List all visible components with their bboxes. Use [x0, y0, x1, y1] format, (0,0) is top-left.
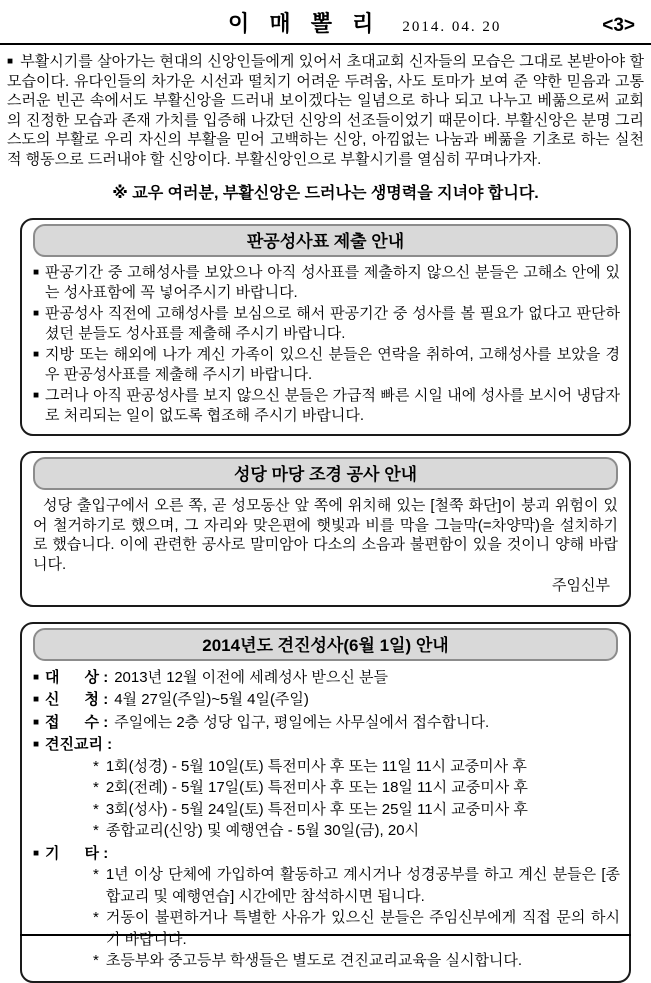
square-bullet-icon: ■ [7, 56, 14, 67]
sub-list-item [31, 756, 620, 778]
info-row-catechesis [31, 734, 620, 756]
sub-list-item-text: 1년 이상 단체에 가입하여 활동하고 계시거나 성경공부를 하고 계신 분들은 [종합교리 및 예행연습] 시간에만 참석하시면 됩니다. [105, 866, 620, 905]
info-row-value: 2013년 12월 이전에 세례성사 받으신 분들 [114, 668, 388, 686]
sub-list-item-text: 2회(전례) - 5월 17일(토) 특전미사 후 또는 18일 11시 교중미사 후 [105, 779, 528, 796]
asterisk-icon: * [93, 866, 99, 883]
list-item-text: 지방 또는 해외에 나가 계신 가족이 있으신 분들은 연락을 취하여, 고해성사를 보았을 경우 판공성사표를 제출해 주시기 바랍니다. [45, 346, 620, 383]
asterisk-icon: * [93, 800, 99, 818]
list-item-text: 판공기간 중 고해성사를 보았으나 아직 성사표를 제출하지 않으신 분들은 고해소 안에 있는 성사표함에 꼭 넣어주시기 바랍니다. [45, 264, 620, 301]
info-row-value: 주일에는 2층 성당 입구, 평일에는 사무실에서 접수합니다. [114, 713, 490, 731]
info-row-value: 4월 27일(주일)~5월 4일(주일) [114, 691, 309, 708]
square-bullet-icon: ■ [33, 671, 40, 683]
info-row-label: 기 타 : [45, 844, 109, 862]
issue-date: 2014. 04. 20 [402, 19, 502, 35]
signature: 주임신부 [552, 577, 610, 594]
sub-list-item [31, 799, 620, 821]
sub-list-item-text: 1회(성경) - 5월 10일(토) 특전미사 후 또는 11일 11시 교중미사 후 [105, 757, 527, 775]
square-bullet-icon: ■ [33, 694, 40, 705]
confirmation-box-title: 2014년도 견진성사(6월 1일) 안내 [33, 628, 618, 661]
notice-box-confession-card [20, 218, 631, 436]
page-header [0, 0, 651, 45]
asterisk-icon: * [93, 757, 99, 775]
info-row-application [31, 689, 620, 711]
intro-text: 부활시기를 살아가는 현대의 신앙인들에게 있어서 초대교회 신자들의 모습은 그대로 본받아야 할 모습이다. 유다인들의 차가운 시선과 떨치기 어려운 두려움, 사도 토마가 보여 준 약한 믿음과 고통스러운 빈곤 속에서도 부활신앙을 드러내 보이겠다는 일념으로 하나 되고 나누고 베풂으로써 교회의 진정한 모습과 존재 가치를 입증해 나갔던 신앙의 선조들이었기 때문이다. 부활신앙은 분명 그리스도의 부활로 우리 자신의 부활을 믿어 고백하는 신앙, 아낌없는 나눔과 베풂을 기초로 하는 실천적 행동으로 드러내야 할 신앙이다. 부활신앙인으로 부활시기를 열심히 꾸며나가자. [7, 53, 645, 168]
list-item [31, 304, 620, 343]
square-bullet-icon: ■ [33, 349, 40, 360]
sub-list-item-text: 3회(성사) - 5월 24일(토) 특전미사 후 또는 25일 11시 교중미사 후 [105, 800, 528, 818]
confession-card-box-title: 판공성사표 제출 안내 [33, 224, 618, 257]
info-row-label: 접 수 : [45, 713, 109, 731]
sub-list-item-text: 종합교리(신앙) 및 예행연습 - 5월 30일(금), 20시 [105, 822, 420, 839]
sub-list-item [31, 864, 620, 907]
list-item [31, 263, 620, 302]
asterisk-icon: * [93, 952, 99, 969]
intro-paragraph [7, 52, 644, 169]
asterisk-icon: * [93, 779, 99, 796]
notice-box-landscaping [20, 451, 631, 607]
landscaping-box-title: 성당 마당 조경 공사 안내 [33, 457, 618, 490]
list-item-text: 그러나 아직 판공성사를 보지 않으신 분들은 가급적 빠른 시일 내에 성사를 보시어 냉담자로 처리되는 일이 없도록 협조해 주시기 바랍니다. [45, 387, 620, 424]
sub-list-item-text: 거동이 불편하거나 특별한 사유가 있으신 분들은 주임신부에게 직접 문의 하시기 바랍니다. [105, 909, 620, 948]
notice-box-confirmation [20, 622, 631, 983]
list-item [31, 345, 620, 384]
asterisk-icon: * [93, 822, 99, 839]
sub-list-item [31, 820, 620, 842]
sub-list-item [31, 777, 620, 799]
bottom-rule [20, 934, 631, 936]
sub-list-item-text: 초등부와 중고등부 학생들은 별도로 견진교리교육을 실시합니다. [105, 952, 523, 969]
square-bullet-icon: ■ [33, 390, 40, 401]
asterisk-icon: * [93, 909, 99, 926]
list-item-text: 판공성사 직전에 고해성사를 보심으로 해서 판공기간 중 성사를 볼 필요가 없다고 판단하셨던 분들도 성사표를 제출해 주시기 바랍니다. [45, 305, 620, 342]
info-row-label: 견진교리 : [45, 736, 113, 753]
square-bullet-icon: ■ [33, 308, 40, 319]
info-row-label: 대 상 : [45, 668, 109, 686]
sub-list-item [31, 907, 620, 950]
info-row-etc [31, 843, 620, 865]
info-row-reception [31, 712, 620, 734]
list-item [31, 386, 620, 425]
square-bullet-icon: ■ [33, 847, 40, 859]
page-number: <3> [602, 15, 635, 36]
square-bullet-icon: ■ [33, 739, 40, 750]
sub-list-item [31, 950, 620, 972]
info-row-label: 신 청 : [45, 691, 109, 708]
info-row-target [31, 667, 620, 689]
square-bullet-icon: ■ [33, 716, 40, 728]
bulletin-title: 이 매 뽈 리 [228, 11, 381, 36]
intro-highlight-note: ※ 교우 여러분, 부활신앙은 드러나는 생명력을 지녀야 합니다. [112, 185, 539, 202]
landscaping-body-text: 성당 출입구에서 오른 쪽, 곧 성모동산 앞 쪽에 위치해 있는 [철쭉 화단]이 붕괴 위험이 있어 철거하기로 했으며, 그 자리와 맞은편에 햇빛과 비를 막을 그늘막(=차양막)을 설치하기로 했습니다. 이에 관련한 공사로 말미암아 다소의 소음과 불편함이 있을 것이니 양해 바랍니다. [33, 497, 618, 573]
square-bullet-icon: ■ [33, 267, 40, 278]
